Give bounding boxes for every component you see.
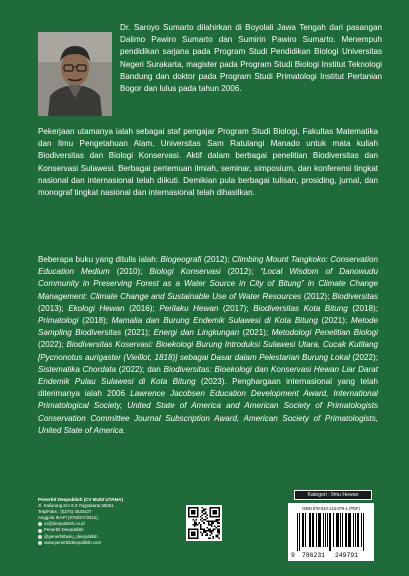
barcode-left-digits: 786231: [302, 552, 326, 559]
books-text: (2017);: [218, 303, 254, 313]
publisher-website: www.penerbitdeepublish.com: [44, 539, 102, 545]
books-text: (2021);: [121, 328, 154, 338]
isbn-text: ISBN 978-623-124-079-1 (PDF): [302, 506, 360, 511]
author-bio: Dr. Saroyo Sumarto dilahirkan di Boyolali Jawa Tengah dari pasangan Dalimo Pawiro Sumarto dan Sumirin Pawiro Sumarto. Menempuh pendidikan sarjana pada Program Studi Pendidikan Biologi Universitas Negeri Surakarta, magister pada Program Studi Biologi Institut Teknologi Bandung dan doktor pada Program Studi Primatologi Institut Pertanian Bogor dan lulus pada tahun 2006.: [120, 23, 382, 94]
books-text: (2012);: [201, 255, 232, 264]
book-title: Lawrence Jacobsen Education Development Award, International Primatological Society, United State of America and American Society of Primatologists Conservation Committee Journal Subscription Award, American Society of Primatologists, United State of America.: [38, 389, 378, 435]
book-title: Ekologi Hewan: [68, 303, 125, 313]
books-text: (2013);: [38, 303, 69, 313]
book-title: Mamalia dan Burung Endemik Sulawesi di Kota Bitung: [111, 316, 318, 326]
book-title: Biodiversitas: Bioekologi dan Konservasi Hewan Liar Darat Endemik Pulau Sulawesi di Kota Bitung: [38, 364, 378, 387]
career-paragraph: Pekerjaan utamanya ialah sebagai staf pengajar Program Studi Biologi, Fakultas Matematika dan Ilmu Pengetahuan Alam, Universitas Sam Ratulangi Manado untuk mata kuliah Biodiversitas dan Biologi Konservasi. Aktif dalam berbagai penelitian Biodiversitas dan Konservasi Sulawesi. Berbagai pertemuan ilmiah, seminar, simposium, dan konferensi tingkat nasional dan internasional telah diikuti. Demikian pula berbagai tulisan, prosiding, jurnal, dan monograf tingkat nasional dan internasional telah dihasilkan.: [38, 127, 378, 198]
book-title: Energi dan Lingkungan: [153, 328, 240, 338]
barcode-first-digit: 9: [291, 552, 295, 559]
publisher-info: [38, 497, 188, 546]
publisher-address: Jl. Kaliurang Km 9,3 Yogyakarta 55581: [38, 503, 114, 509]
instagram-icon: [38, 535, 42, 539]
publisher-facebook: Penerbit Deepublish: [44, 527, 84, 533]
book-title: Biogeografi: [160, 255, 202, 264]
book-title: Metode Sampling Biodiversitas: [38, 316, 378, 338]
barcode-right-digits: 249791: [335, 552, 359, 559]
books-text: (2021);: [317, 316, 351, 326]
books-text: (2022);: [38, 340, 67, 350]
books-paragraph: [38, 254, 378, 437]
publisher-email: cs@deepublish.co.id: [44, 521, 85, 527]
book-title: Perilaku Hewan: [159, 303, 219, 313]
isbn-barcode: [288, 503, 374, 561]
book-title: Climbing Mount Tangkoko: Conservation Education Medium: [38, 255, 378, 277]
book-title: Primatologi: [38, 316, 79, 326]
books-text: (2023). Penghargaan internasional yang telah diterimanya ialah 2006: [38, 377, 378, 399]
book-title: Metodologi Penelitian Biologi: [271, 328, 378, 338]
books-text: (2012);: [301, 291, 333, 301]
publisher-phone: Telp/Faks : (0274) 4533427: [38, 509, 92, 515]
facebook-icon: [38, 529, 42, 533]
books-text: (2010);: [109, 267, 150, 277]
book-title: Biodiversitas Kota Bitung: [253, 303, 348, 313]
publisher-name: Penerbit Deepublish (CV BUDI UTAMA): [38, 497, 124, 502]
book-title: Sistematika Chordata: [38, 364, 116, 374]
book-title: Biodiversitas: [332, 291, 378, 301]
website-row: [38, 540, 188, 546]
book-title: “Local Wisdom of Danowudu Community in Preserving Forest as a Water Source in City of Bitung” in Climate Change Management: Climate Change and Sustainable Use of Water Resources: [38, 267, 378, 301]
books-text: (2022);: [349, 352, 378, 362]
books-text: (2012);: [220, 267, 261, 277]
globe-icon: [38, 541, 42, 545]
author-photo: [38, 32, 112, 116]
category-badge: Kategori : Ilmu Hewan: [294, 490, 372, 500]
books-text: Beberapa buku yang ditulis ialah:: [38, 255, 161, 264]
email-icon: [38, 522, 42, 526]
publisher-instagram: @penerbitbuku_deepublish: [44, 533, 98, 539]
barcode-bars: [297, 513, 365, 551]
book-title: Biodiversitas Koservasi: Bioekologi Burung Introduksi Sulawesi Utara, Cucak Kutilang [Pycnonotus aurigaster (Vieillot, 1818)] sebagai Dasar dalam Pelestarian Burung Lokal: [38, 340, 378, 362]
books-text: (2018);: [347, 303, 378, 313]
books-text: (2018);: [78, 316, 112, 326]
qr-code: [186, 505, 222, 541]
books-text: (2021);: [239, 328, 272, 338]
publisher-membership: Anggota IKAPI (076/DIY/2012): [38, 515, 98, 521]
books-text: (2022); dan: [115, 364, 164, 374]
book-title: Biologi Konservasi: [149, 267, 221, 277]
books-text: (2016);: [124, 303, 160, 313]
